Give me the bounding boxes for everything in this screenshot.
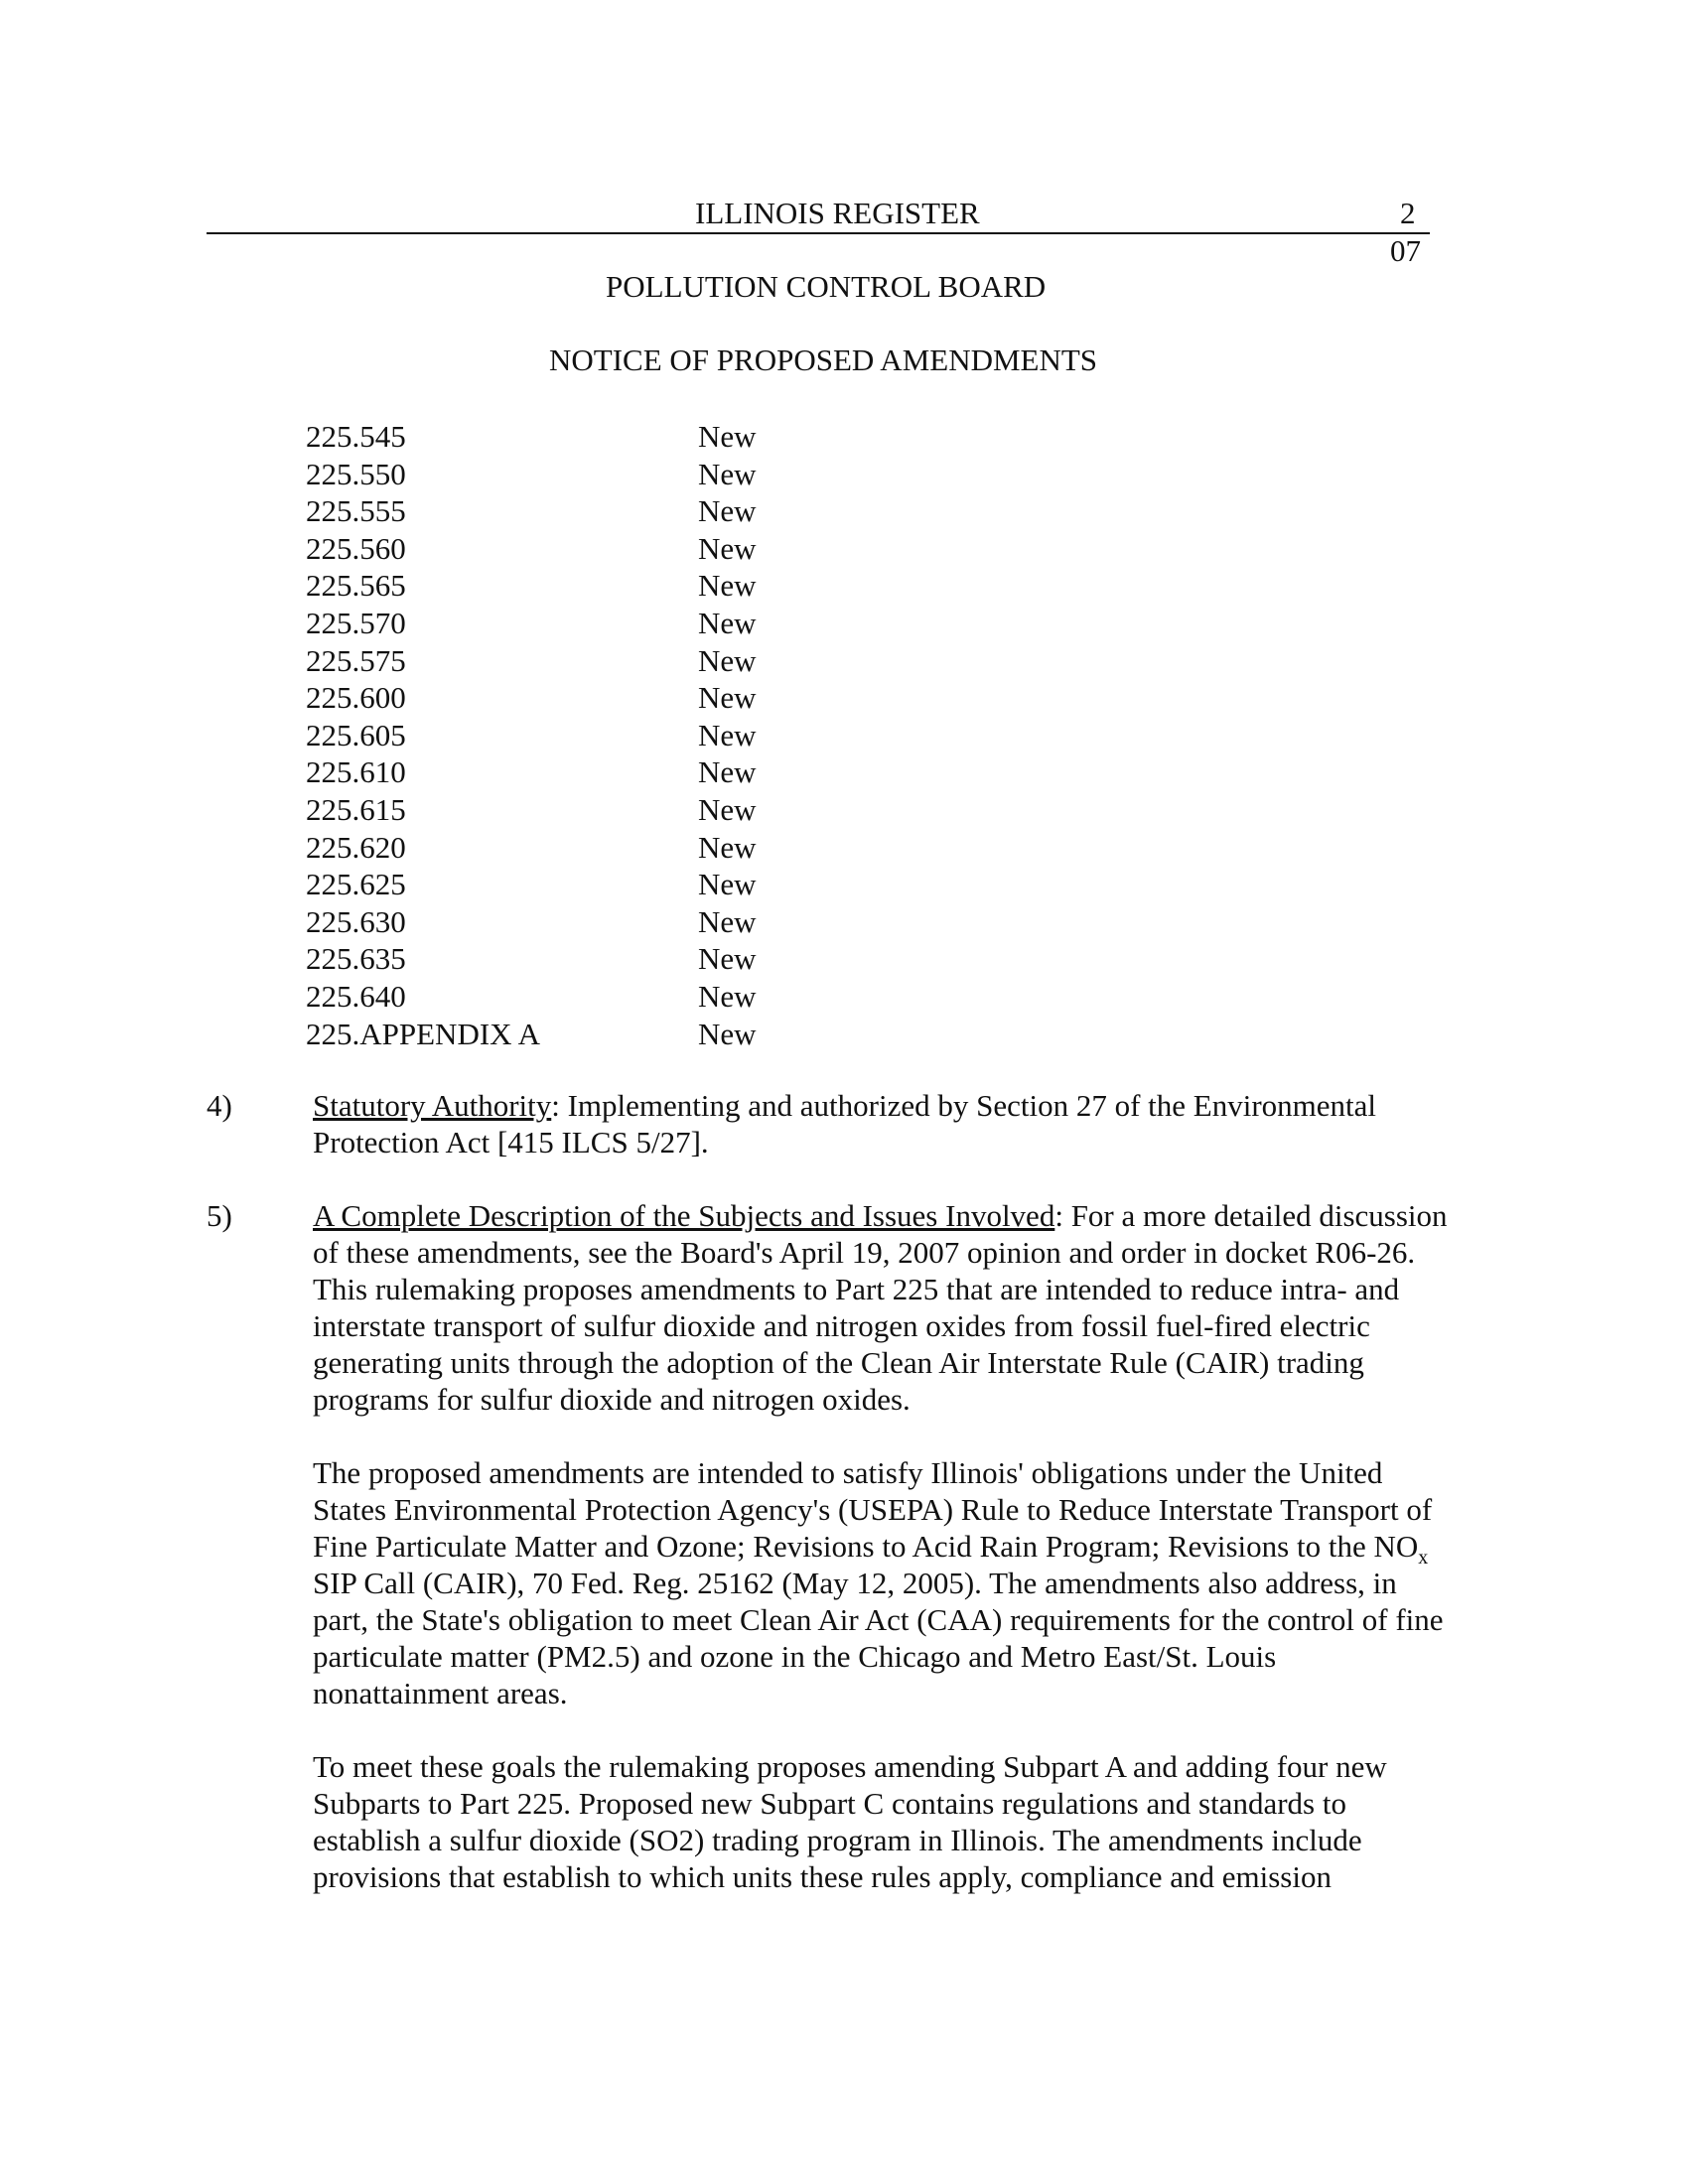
header-rule (207, 232, 1430, 234)
notice-heading: NOTICE OF PROPOSED AMENDMENTS (549, 342, 1098, 377)
section-action: New (698, 754, 757, 790)
description-text: : For a more detailed discussion of these amendments, see the Board's April 19, 2007 opinion and order in docket R06-26. This rulemaking proposes amendments to Part 225 that are intended to reduce intra- and interstate transport of sulfur dioxide and nitrogen oxides from fossil fuel-fired electric generating units through the adoption of the Clean Air Interstate Rule (CAIR) trading programs for sulfur dioxide and nitrogen oxides. (313, 1198, 1448, 1417)
section-number: 225.630 (306, 903, 406, 939)
section-number: 225.625 (306, 867, 406, 902)
section-number: 225.610 (306, 754, 406, 790)
section-number: 225.555 (306, 493, 406, 529)
statutory-authority-heading: Statutory Authority (313, 1088, 552, 1123)
section-list (306, 418, 802, 1052)
agency-heading: POLLUTION CONTROL BOARD (606, 269, 1047, 304)
section-row (306, 717, 802, 754)
section-row (306, 829, 802, 867)
section-action: New (698, 903, 757, 939)
section-action: New (698, 791, 757, 827)
section-number: 225.545 (306, 419, 406, 454)
paragraph-2-text-b: SIP Call (CAIR), 70 Fed. Reg. 25162 (May 12, 2005). The amendments also address, in part, the State's obligation to meet Clean Air Act (CAA) requirements for the control of fine particulate matter (PM2.5) and ozone in the Chicago and Metro East/St. Louis nonattainment areas. (313, 1566, 1444, 1710)
section-action: New (698, 530, 757, 566)
section-row (306, 418, 802, 456)
section-row (306, 1016, 802, 1053)
item-4-body (313, 1087, 1455, 1160)
section-row (306, 753, 802, 791)
statutory-authority-text: : Implementing and authorized by Section 27 of the Environmental Protection Act [415 ILCS 5/27]. (313, 1088, 1377, 1160)
section-number: 225.615 (306, 791, 406, 827)
nox-subscript: x (1418, 1547, 1429, 1570)
register-title: ILLINOIS REGISTER (695, 196, 980, 230)
section-number: 225.570 (306, 605, 406, 640)
section-action: New (698, 941, 757, 977)
section-row (306, 940, 802, 978)
section-number: 225.600 (306, 680, 406, 716)
item-5-body (313, 1197, 1455, 1895)
description-paragraph-1 (313, 1197, 1455, 1418)
section-row (306, 605, 802, 642)
section-action: New (698, 568, 757, 604)
section-action: New (698, 680, 757, 716)
section-action: New (698, 978, 757, 1014)
description-paragraph-3: To meet these goals the rulemaking proposes amending Subpart A and adding four new Subparts to Part 225. Proposed new Subpart C contains regulations and standards to establish a sulfur dioxide (SO2) trading program in Illinois. The amendments include provisions that establish to which units these rules apply, compliance and emission (313, 1749, 1387, 1894)
section-row (306, 642, 802, 680)
section-row (306, 567, 802, 605)
section-action: New (698, 456, 757, 491)
section-action: New (698, 867, 757, 902)
section-action: New (698, 717, 757, 752)
section-row (306, 679, 802, 717)
paragraph-2-text-a: The proposed amendments are intended to satisfy Illinois' obligations under the United States Environmental Protection Agency's (USEPA) Rule to Reduce Interstate Transport of Fine Particulate Matter and Ozone; Revisions to Acid Rain Program; Revisions to the NO (313, 1455, 1433, 1564)
section-action: New (698, 829, 757, 865)
section-row (306, 492, 802, 530)
section-number: 225.620 (306, 829, 406, 865)
section-row (306, 866, 802, 903)
section-action: New (698, 419, 757, 454)
item-4-number: 4) (207, 1088, 232, 1123)
section-row (306, 456, 802, 493)
section-action: New (698, 605, 757, 640)
item-5-number: 5) (207, 1198, 232, 1233)
section-number: 225.605 (306, 717, 406, 752)
section-number: 225.550 (306, 456, 406, 491)
section-number: 225.APPENDIX A (306, 1016, 540, 1051)
description-heading: A Complete Description of the Subjects and Issues Involved (313, 1198, 1055, 1233)
section-action: New (698, 1016, 757, 1051)
description-paragraph-2 (313, 1454, 1455, 1711)
section-number: 225.635 (306, 941, 406, 977)
section-row (306, 530, 802, 568)
section-number: 225.640 (306, 978, 406, 1014)
section-row (306, 978, 802, 1016)
section-number: 225.575 (306, 642, 406, 678)
page-number: 2 (1400, 196, 1416, 230)
section-number: 225.565 (306, 568, 406, 604)
section-row (306, 791, 802, 829)
section-action: New (698, 493, 757, 529)
statutory-authority-paragraph (313, 1087, 1455, 1160)
section-number: 225.560 (306, 530, 406, 566)
section-row (306, 903, 802, 941)
register-year: 07 (1390, 233, 1421, 268)
section-action: New (698, 642, 757, 678)
